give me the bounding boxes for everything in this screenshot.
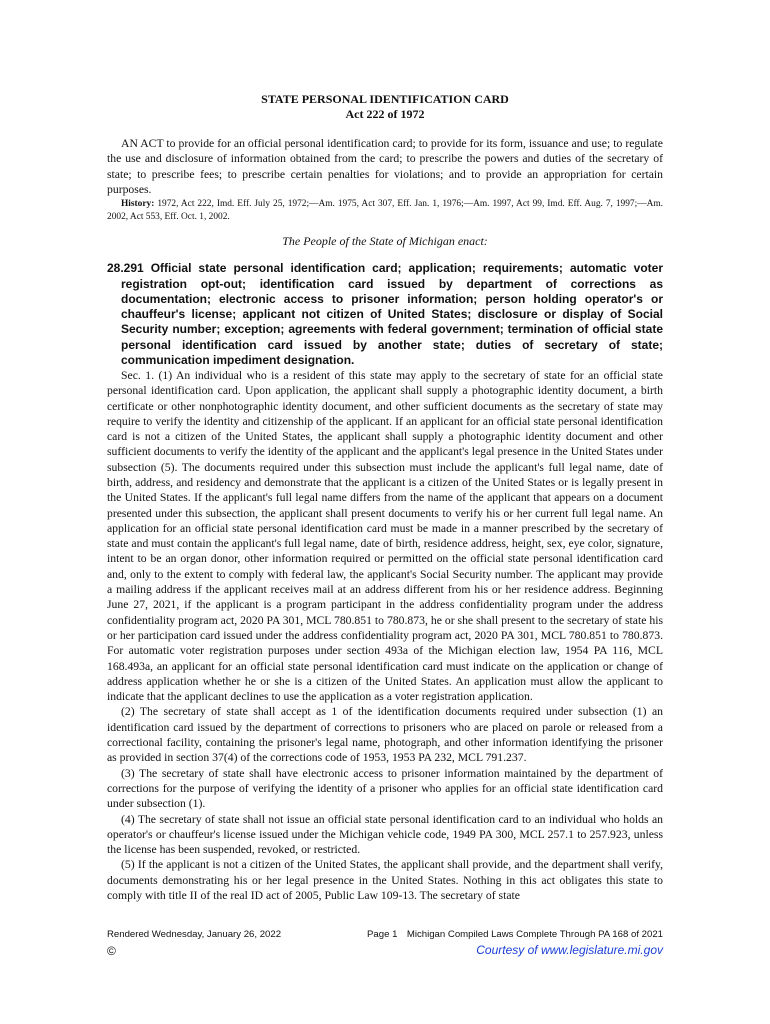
page-number: Page 1 — [367, 929, 398, 940]
enacting-clause: The People of the State of Michigan enact: — [282, 234, 488, 249]
section-paragraph-2: (2) The secretary of state shall accept as 1 of the identification documents required under subsection (1) an identification card issued by the department of corrections to prisoners who are placed on parole or released from a correctional facility, containing the prisoner's legal name, photograph, and other information identifying the prisoner as provided in section 37(4) of the corrections code of 1953, 1953 PA 232, MCL 791.237. — [107, 705, 663, 765]
history-label: History: — [121, 199, 155, 210]
section-heading: 28.291 Official state personal identification card; application; requirements; automatic voter registration opt-out; identification card issued by department of corrections as documentation; electronic access to prisoner information; person holding operator's or chauffeur's license; applicant not citizen of United States; disclosure or display of Social Security number; exception; agreements with federal government; termination of official state personal identification card issued by another state; duties of secretary of state; communication impediment designation. — [107, 261, 663, 367]
section-paragraph-4: (4) The secretary of state shall not issue an official state personal identification card to an individual who holds an operator's or chauffeur's license issued under the Michigan vehicle code, 1949 PA 300, MCL 257.1 to 257.923, unless the license has been suspended, revoked, or restricted. — [107, 812, 663, 857]
document-title: STATE PERSONAL IDENTIFICATION CARD — [261, 92, 509, 106]
compiled-note: Michigan Compiled Laws Complete Through PA 168 of 2021 — [406, 929, 663, 940]
courtesy-link[interactable]: Courtesy of www.legislature.mi.gov — [476, 943, 663, 957]
section-paragraph-1: Sec. 1. (1) An individual who is a resident of this state may apply to the secretary of state for an official state personal identification card. Upon application, the applicant shall supply a photographic identity document, a birth certificate or other nonphotographic identity document, and other sufficient documents as the secretary of state may require to verify the identity and citizenship of the applicant. If an applicant for an official state personal identification card is not a citizen of the United States, the applicant shall supply a photographic identity document and other sufficient documents to verify the identity of the applicant and the applicant's legal presence in the United States under subsection (5). The documents required under this subsection must include the applicant's full legal name, date of birth, address, and residency and demonstrate that the applicant is a citizen of the United States or is legally present in the United States. If the applicant's full legal name differs from the name of the applicant that appears on a document presented under this subsection, the applicant shall present documents to verify his or her current full legal name. An application for an official state personal identification card must be made in a manner prescribed by the secretary of state and must contain the applicant's full legal name, date of birth, residence address, height, sex, eye color, signature, intent to be an organ donor, other information required or permitted on the official state personal identification card and, only to the extent to comply with federal law, the applicant's Social Security number. The applicant may provide a mailing address if the applicant receives mail at an address different from his or her residence address. Beginning June 27, 2021, if the applicant is a program participant in the address confidentiality program under the address confidentiality program act, 2020 PA 301, MCL 780.851 to 780.873, he or she shall present to the secretary of state his or her participation card issued under the address confidentiality program act, 2020 PA 301, MCL 780.851 to 780.873. For automatic voter registration purposes under section 493a of the Michigan election law, 1954 PA 116, MCL 168.493a, an applicant for an official state personal identification card must indicate on the application or change of address application whether he or she is a citizen of the United States. An application must allow the applicant to indicate that the applicant declines to use the application as a voter registration application. — [107, 368, 663, 704]
copyright-symbol: © — [107, 944, 116, 958]
history-note — [107, 198, 663, 223]
rendered-date: Rendered Wednesday, January 26, 2022 — [107, 929, 282, 940]
act-preamble: AN ACT to provide for an official personal identification card; to provide for its form, issuance and use; to regulate the use and disclosure of information obtained from the card; to prescribe the powers and duties of the secretary of state; to prescribe fees; to prescribe certain penalties for violations; and to provide an appropriation for certain purposes. — [107, 137, 663, 196]
section-paragraph-5: (5) If the applicant is not a citizen of the United States, the applicant shall provide, and the department shall verify, documents demonstrating his or her legal presence in the United States. Nothing in this act obligates this state to comply with title II of the real ID act of 2005, Public Law 109-13. The secretary of state — [107, 858, 663, 902]
document-body — [107, 92, 663, 903]
section-paragraph-3: (3) The secretary of state shall have electronic access to prisoner information maintained by the department of corrections for the purpose of verifying the identity of a prisoner who applies for an official state identification card under subsection (1). — [107, 766, 663, 811]
act-number: Act 222 of 1972 — [345, 107, 425, 121]
history-text: 1972, Act 222, Imd. Eff. July 25, 1972;—Am. 1975, Act 307, Eff. Jan. 1, 1976;—Am. 1997, Act 99, Imd. Eff. Aug. 7, 1997;—Am. 2002, Act 553, Eff. Oct. 1, 2002. — [107, 199, 663, 222]
